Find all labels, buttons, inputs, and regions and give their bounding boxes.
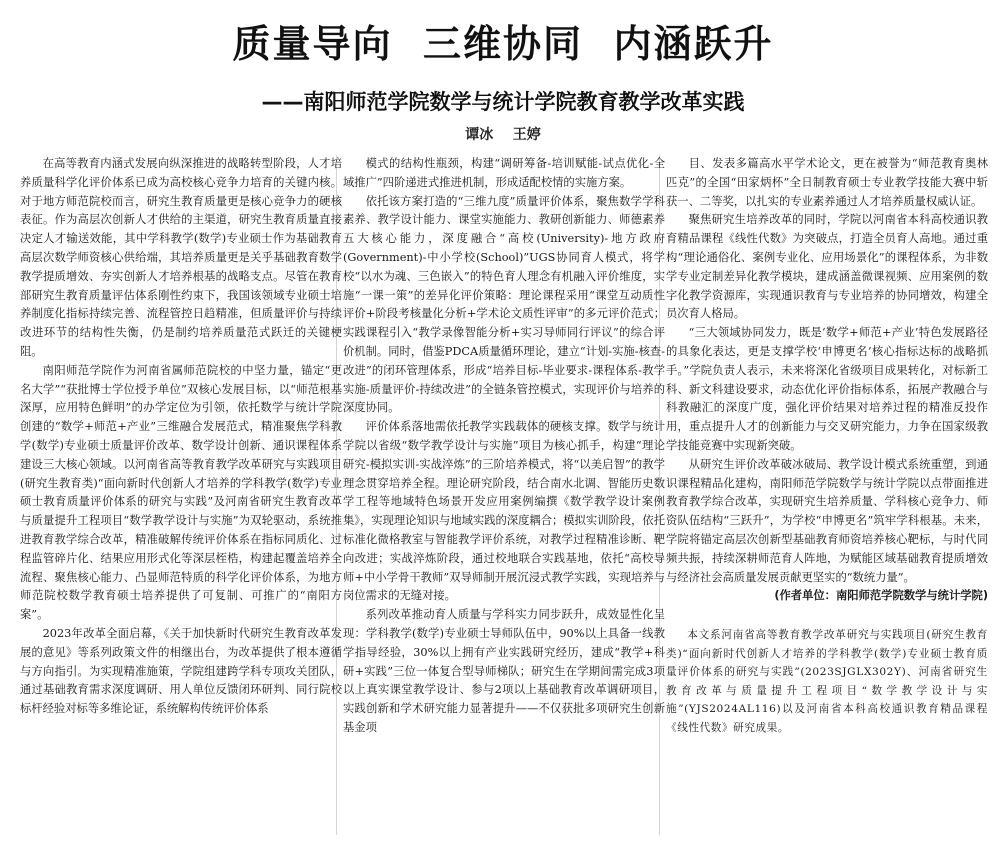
paragraph: 在高等教育内涵式发展向纵深推进的战略转型阶段，人才培养质量科学化评价体系已成为高校核心竞争力培育的关键内核。对于地方师范院校而言，研究生教育质量更是核心竞争力的硬核表征。作为高层次创新人才供给的主渠道，研究生教育质量直接决定人才输送效能，其中学科教学(数学)专业硕士作为基础教育高层次数学师资核心供给端，其培养质量更是关乎基础教育数学教学提质增效、夯实创新人才培养根基的战略支点。尽管在教育部研究生教育质量评估体系刚性约束下，我国该领域专业硕士培养制度化指标持续完善、流程管控日趋精准，但质量评价与持续改进环节的结构性失衡，仍是制约培养质量范式跃迁的关键梗阻。 [20,157,342,358]
paragraph: “三大领域协同发力，既是‘数学+师范+产业’特色发展路径的具象化表达，更是支撑学校‘申博更名’核心指标达标的战略抓手。”学院负责人表示，未来将深化省级项目成果转化，对标新工科、新文科建设要求，动态优化评价指标体系，拓展产教融合与科教融汇的深度广度，强化评价结果对培养过程的精准反投作用，重点提升人才的创新能力与交叉研究能力，力争在国家级教学技能竞赛中实现新突破。 [666,326,988,452]
text-column-3 [666,155,988,835]
paragraph: 聚焦研究生培养改革的同时，学院以河南省本科高校通识教育精品课程《线性代数》为突破点，打造全员育人高地。通过重构“理论通俗化、案例专业化、应用场景化”的课程体系，为非数学专业定制差异化教学模块，建成涵盖微课视频、应用案例的数字化教学资源库，实现通识教育与专业培养的协同增效，构建全员次育人格局。 [666,213,988,321]
paragraph: 从研究生评价改革破冰破局、教学设计模式系统重塑，到通识课程精品化建构，南阳师范学院数学与统计学院以点带面推进教育教学综合改革，实现研究生培养质量、学科核心竞争力、师资队伍结构“三跃升”，为学校“申博更名”筑牢学科根基。未来，学院将锚定高层次创新型基础教育师资培养核心靶标，与时代同频共振，持续深耕师范育人阵地，为赋能区域基础教育提质增效与经济社会高质量发展贡献更坚实的“数统力量”。 [666,457,988,584]
paragraph: 2023年改革全面启幕，《关于加快新时代研究生教育改革发展的意见》等系列政策文件的相继出台，为改革提供了根本遵循与方向指引。为实现精准施策，学院组建跨学科专项攻关团队，通过基础教育需求深度调研、用人单位反馈闭环研判、同行院校标杆经验对标等多维论证，系统解构传统评价体系 [20,626,342,716]
paragraph: 评价体系落地需依托教学实践载体的硬核支撑。数学与统计学院以省级“数学教学设计与实施”项目为核心抓手，构建“理论研究-模拟实训-实战淬炼”的三阶培养模式，将“以美启智”的教学理念贯穿培养全程。理论研究阶段，结合南水北调、智能历史数学工程等地域特色场景开发应用案例编撰《数学教学设计案例集》，实现理论知识与地域实践的深度耦合；模拟实训阶段，依托标准化微格教室与智能教学评价系统，对教学过程精准诊断、靶向改进；实战淬炼阶段，通过校地联合实践基地，依托“高校导师+中小学骨干教师”双导师制开展沉浸式教学实践，实现培养与岗位需求的无缝对接。 [343,420,665,603]
author-affiliation: (作者单位：南阳师范学院数学与统计学院) [774,589,988,603]
article-authors: 谭冰 王婷 [465,127,541,143]
paragraph: 目、发表多篇高水平学术论文，更在被誉为“师范教育奥林匹克”的全国“田家炳杯”全日制教育硕士专业教学技能大赛中斩获一、二等奖，以扎实的专业素养通过人才培养质量权威认证。 [666,157,988,208]
text-column-1 [20,155,342,835]
funding-note: 本文系河南省高等教育教学改革研究与实践项目(研究生教育类)“面向新时代创新人才培养的学科教学(数学)专业硕士教育质量评价体系的研究与实践”(2023SJGLX302Y)、河南省研究生教育改革与质量提升工程项目“数学教学设计与实施”(YJS2024AL116)以及河南省本科高校通识教育精品课程《线性代数》研究成果。 [666,629,988,734]
paragraph: 系列改革推动育人质量与学科实力同步跃升，成效显性化呈现：学科教学(数学)专业硕士导师队伍中，90%以上具备一线教学指导经验，30%以上拥有产业实践研究经历，建成“教学+科研+实践”三位一体复合型导师梯队；研究生在学期间需完成3项以上真实课堂教学设计、参与2项以上基础教育改革调研项目，实践创新和学术研究能力显著提升——不仅获批多项研究生创新基金项 [343,608,665,734]
paragraph: 模式的结构性瓶颈，构建“调研筹备-培训赋能-试点优化-全域推广”四阶递进式推进机制，形成适配校情的实施方案。 [343,157,665,189]
article-title: 质量导向 三维协同 内涵跃升 [232,22,774,66]
paragraph: 依托该方案打造的“三维九度”质量评价体系，聚焦数学学科素养、教学设计能力、课堂实施能力、教研创新能力、师德素养五大核心能力，深度融合“高校(University)-地方政府(Government)-中小学校(School)”UGS协同育人模式，将学校“以水为魂、三色嵌入”的特色育人理念有机融入评价维度，实施“一课一策”的差异化评价策略：理论课程采用“课堂互动质性评价+阶段考核量化分析+学术论文质性评审”的多元评价范式；实践课程引入“教学录像智能分析+实习导师同行评议”的综合评价机制。同时，借鉴PDCA质量循环理论，建立“计划-实施-核查-改进”的闭环管理体系，形成“培养目标-毕业要求-课程体系-教学实施-质量评价-持续改进”的全链条管控模式，实现评价与培养的深度协同。 [343,194,665,415]
paragraph: 南阳师范学院作为河南省属师范院校的中坚力量，锚定“更名大学”“获批博士学位授予单位”双核心发展目标，以“师范根基深厚，应用特色鲜明”的办学定位为引领，依托数学与统计学院创建的“数学+师范+产业”三维融合发展范式，精准聚焦学科教学(数学)专业硕士质量评价改革、数学设计创新、通识课程体系建设三大核心领域。以河南省高等教育教学改革研究与实践项目(研究生教育类)“面向新时代创新人才培养的学科教学(数学)专业硕士教育质量评价体系的研究与实践”及河南省研究生教育改革与质量提升工程项目“数学教学设计与实施”为双轮驱动，系统推进教育教学综合改革，精准破解传统评价体系在指标同质化、过程监管碎片化、结果应用形式化等深层桎梏，构建起覆盖培养全流程、聚焦核心能力、凸显师范特质的科学化评价体系，为地方师范院校数学教育硕士培养提供了可复制、可推广的“南阳方案”。 [20,363,342,622]
article-subtitle: ——南阳师范学院数学与统计学院教育教学改革实践 [261,90,745,114]
text-column-2 [343,155,665,835]
